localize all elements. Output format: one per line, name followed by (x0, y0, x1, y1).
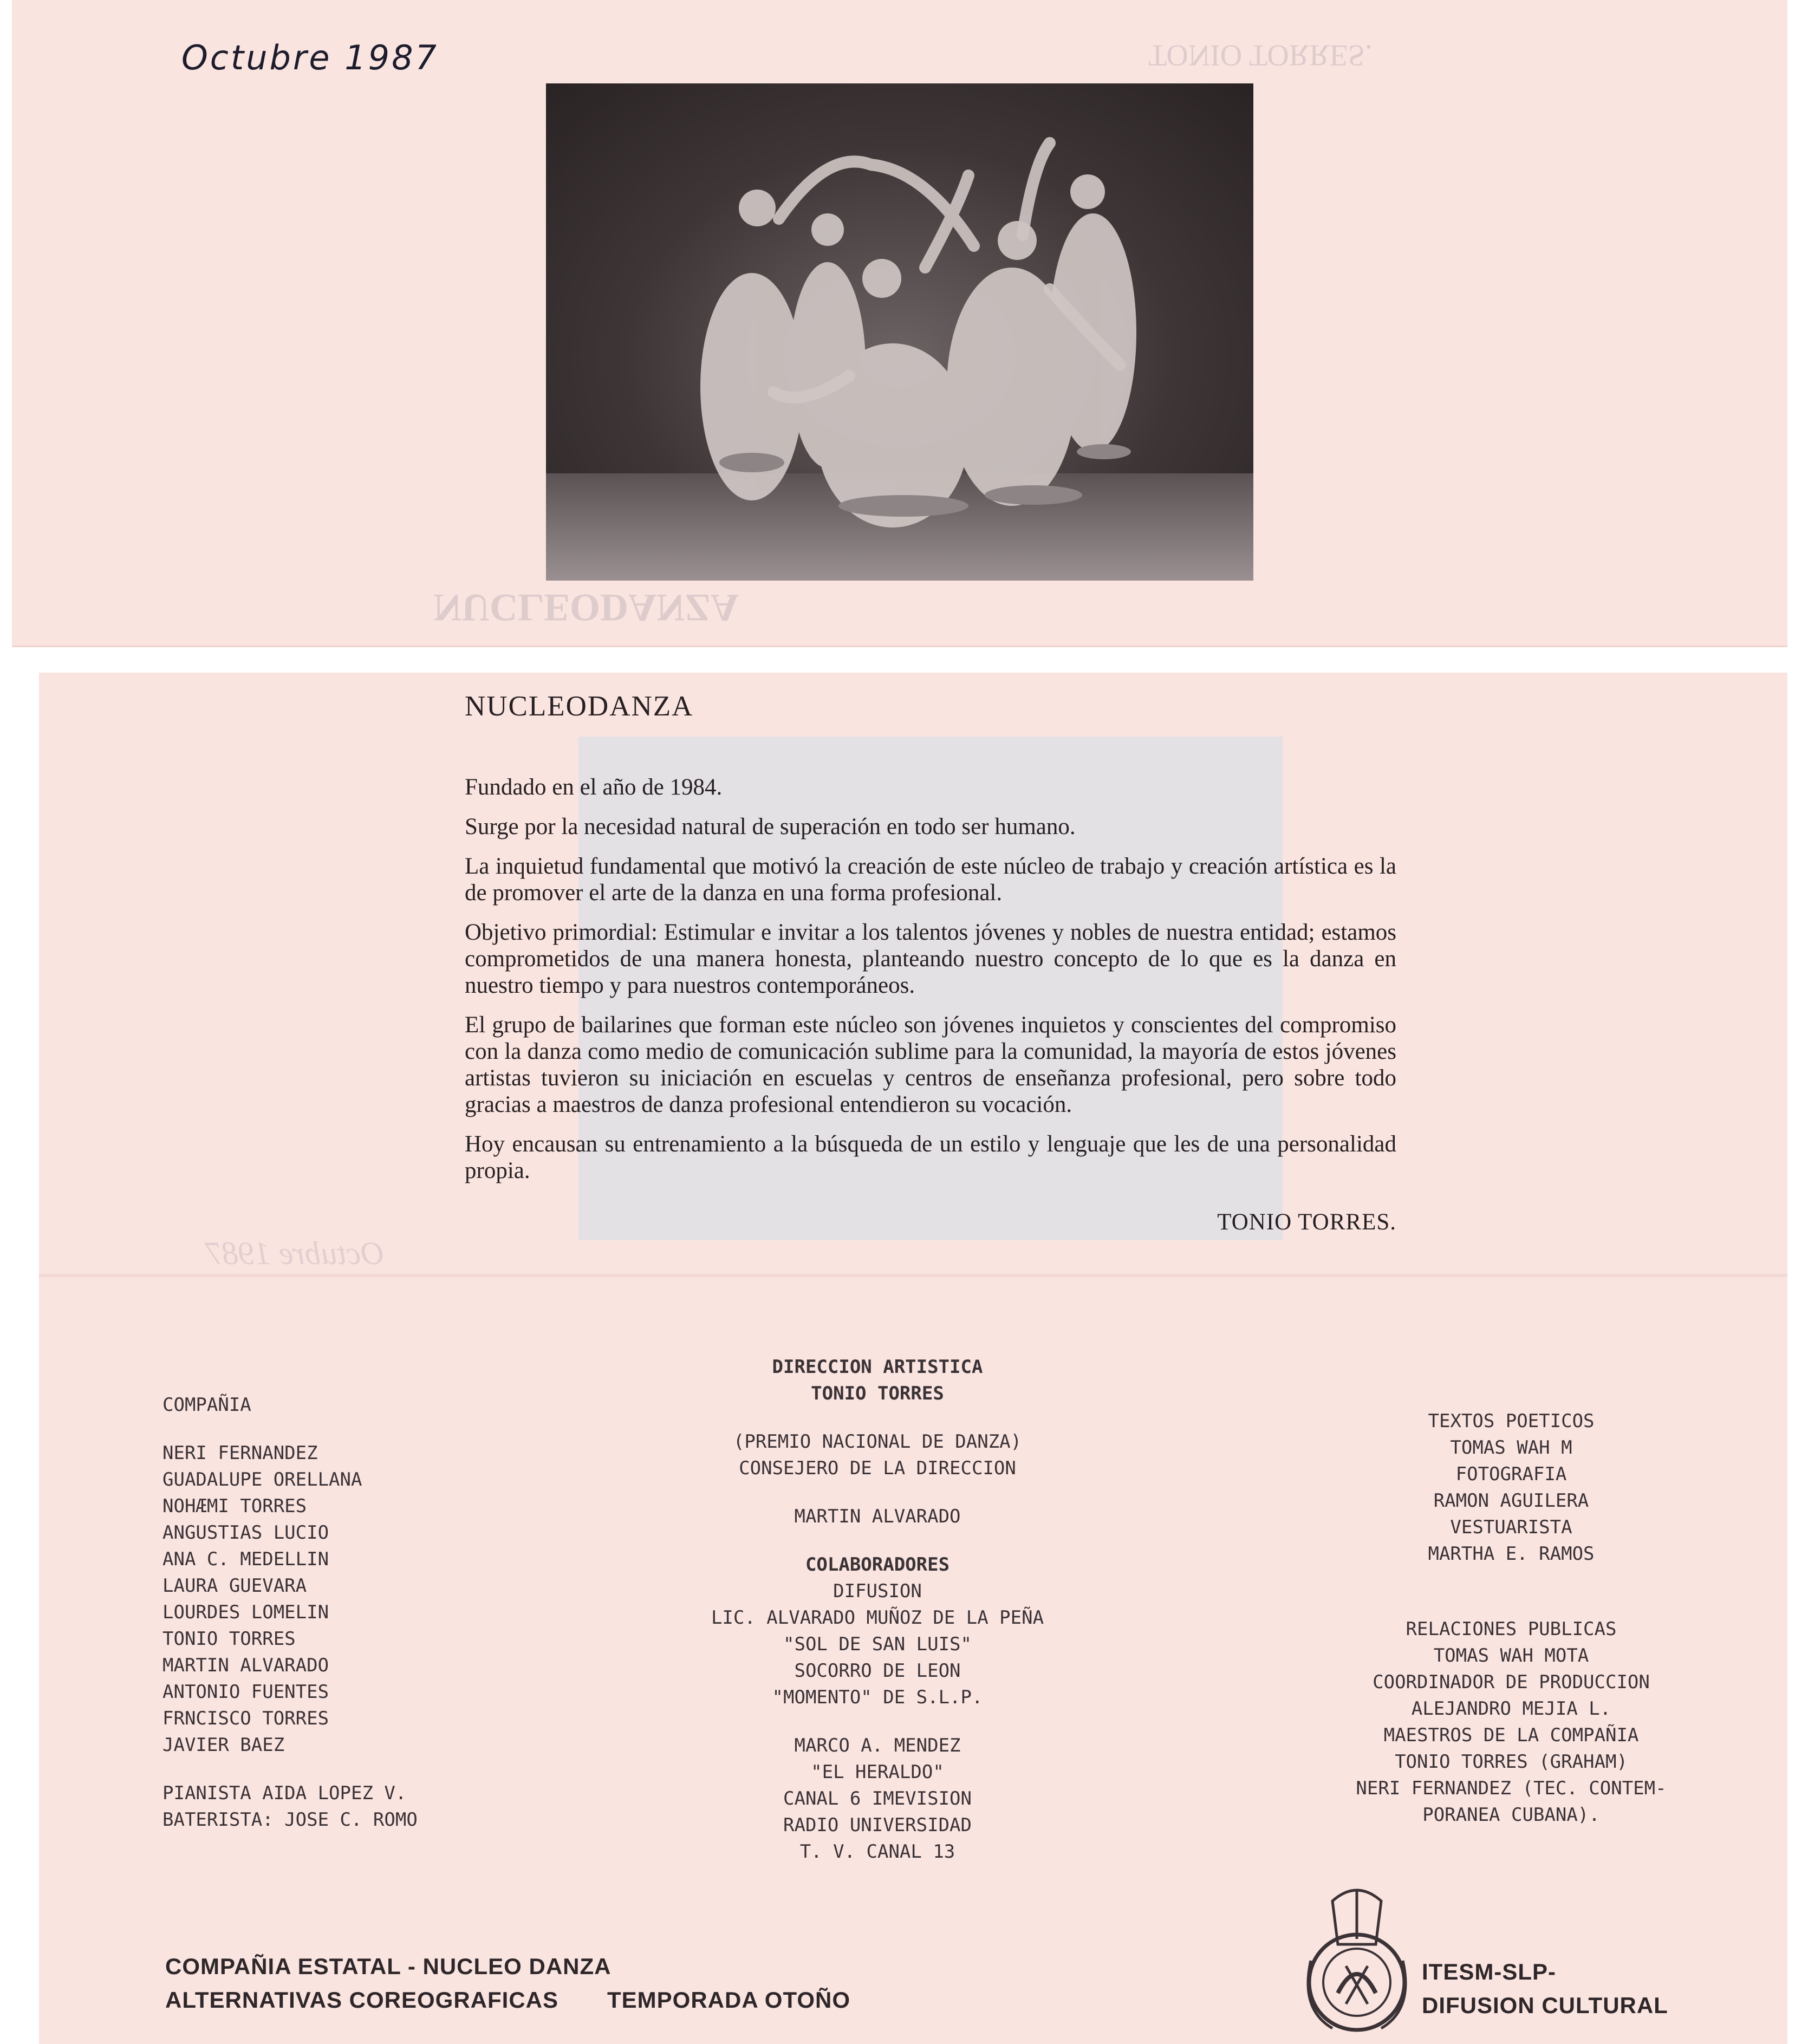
footer-company-line: COMPAÑIA ESTATAL - NUCLEO DANZA (165, 1954, 612, 1979)
company-member: LAURA GUEVARA (162, 1575, 307, 1597)
footer-season: TEMPORADA OTOÑO (607, 1987, 851, 2013)
collaborator-line: DIFUSION (833, 1580, 922, 1602)
collaborator-line: "MOMENTO" DE S.L.P. (772, 1687, 983, 1708)
paper-fold-line (39, 1274, 1787, 1277)
footer-institution (1422, 1955, 1668, 2022)
mirrored-bleedthrough-title: NUCLEODANZA (433, 586, 739, 629)
handwritten-date: Octubre 1987 (181, 38, 439, 77)
collaborator-line: LIC. ALVARADO MUÑOZ DE LA PEÑA (711, 1607, 1044, 1629)
company-member: ANA C. MEDELLIN (162, 1548, 329, 1570)
advisor-title: CONSEJERO DE LA DIRECCION (739, 1457, 1016, 1479)
direction-column (661, 1354, 1094, 1865)
credit-line: MARTHA E. RAMOS (1428, 1543, 1595, 1565)
credit-line: RELACIONES PUBLICAS (1406, 1618, 1617, 1640)
company-member: LOURDES LOMELIN (162, 1602, 329, 1623)
company-member: JAVIER BAEZ (162, 1734, 285, 1756)
company-member: ANGUSTIAS LUCIO (162, 1522, 329, 1544)
musician-credit: BATERISTA: JOSE C. ROMO (162, 1809, 418, 1831)
collaborator-line: MARCO A. MENDEZ (794, 1735, 961, 1756)
company-member: NERI FERNANDEZ (162, 1442, 318, 1464)
collaborators-heading: COLABORADORES (805, 1554, 950, 1576)
essay-paragraph: Hoy encausan su entrenamiento a la búsqueda de un estilo y lenguaje que les de una personalidad propia. (465, 1131, 1396, 1183)
collaborator-line: T. V. CANAL 13 (799, 1841, 955, 1863)
credit-line: TOMAS WAH MOTA (1433, 1645, 1589, 1667)
credit-line: FOTOGRAFIA (1455, 1463, 1567, 1485)
essay-title: NUCLEODANZA (465, 691, 694, 722)
company-member: FRNCISCO TORRES (162, 1708, 329, 1729)
itesm-seal-logo (1300, 1879, 1414, 2036)
footer-program-line: ALTERNATIVAS COREOGRAFICAS (165, 1987, 558, 2013)
collaborator-line: RADIO UNIVERSIDAD (783, 1814, 972, 1836)
company-column (162, 1392, 418, 1833)
essay-paragraph: Fundado en el año de 1984. (465, 774, 723, 800)
credit-line: VESTUARISTA (1450, 1516, 1572, 1538)
credit-line: TONIO TORRES (GRAHAM) (1395, 1751, 1628, 1773)
essay-signature: TONIO TORRES. (1217, 1209, 1396, 1235)
mirrored-bleedthrough-author: TONIO TORRES. (1148, 38, 1373, 72)
essay-paragraph: El grupo de bailarines que forman este núcleo son jóvenes inquietos y conscientes del compromiso con la danza como medio de comunicación sublime para la comunidad, la mayoría de estos jóvenes artistas tuvieron su iniciación en escuelas y centros de enseñanza profesional, pero sobre todo gracias a maestros de danza profesional entendieron su vocación. (465, 1012, 1396, 1117)
credits-column (1322, 1408, 1701, 1828)
company-member: NOHÆMI TORRES (162, 1495, 307, 1517)
essay-paragraph: Objetivo primordial: Estimular e invitar a los talentos jóvenes y nobles de nuestra entidad; estamos comprometidos de una manera honesta, planteando nuestro concepto de lo que es la danza en nuestro tiempo y para nuestros contemporáneos. (465, 920, 1396, 998)
footer-institution-line: ITESM-SLP- (1422, 1959, 1556, 1984)
collaborator-line: "SOL DE SAN LUIS" (783, 1633, 972, 1655)
advisor-name: MARTIN ALVARADO (794, 1506, 961, 1527)
essay-paragraph: Surge por la necesidad natural de superación en todo ser humano. (465, 814, 1076, 839)
essay-block (465, 693, 1396, 1248)
credit-line: MAESTROS DE LA COMPAÑIA (1383, 1724, 1639, 1746)
credit-line: RAMON AGUILERA (1433, 1490, 1589, 1512)
company-member: GUADALUPE ORELLANA (162, 1469, 362, 1490)
award-line: (PREMIO NACIONAL DE DANZA) (733, 1431, 1022, 1453)
collaborator-line: CANAL 6 IMEVISION (783, 1788, 972, 1809)
mirrored-bleedthrough-date: Octubre 1987 (206, 1235, 385, 1271)
credit-line: COORDINADOR DE PRODUCCION (1373, 1671, 1650, 1693)
company-member: ANTONIO FUENTES (162, 1681, 329, 1703)
collaborator-line: SOCORRO DE LEON (794, 1660, 961, 1682)
credit-line: NERI FERNANDEZ (TEC. CONTEM- (1356, 1778, 1667, 1799)
credit-line: TEXTOS POETICOS (1428, 1410, 1595, 1432)
credit-line: TOMAS WAH M (1450, 1437, 1572, 1459)
direction-heading: DIRECCION ARTISTICA (772, 1356, 983, 1378)
essay-paragraph: La inquietud fundamental que motivó la creación de este núcleo de trabajo y creación artística es la de promover el arte de la danza en una forma profesional. (465, 854, 1396, 906)
credit-line: PORANEA CUBANA). (1422, 1804, 1600, 1826)
company-heading: COMPAÑIA (162, 1394, 251, 1416)
footer-institution-line: DIFUSION CULTURAL (1422, 1993, 1668, 2018)
company-member: TONIO TORRES (162, 1628, 296, 1650)
credit-line: ALEJANDRO MEJIA L. (1411, 1698, 1611, 1720)
dancers-illustration (546, 83, 1253, 581)
musician-credit: PIANISTA AIDA LOPEZ V. (162, 1782, 407, 1804)
footer-company (165, 1950, 850, 2017)
director-name: TONIO TORRES (811, 1383, 944, 1404)
dance-photograph (546, 83, 1253, 581)
collaborator-line: "EL HERALDO" (811, 1761, 944, 1783)
company-member: MARTIN ALVARADO (162, 1655, 329, 1676)
